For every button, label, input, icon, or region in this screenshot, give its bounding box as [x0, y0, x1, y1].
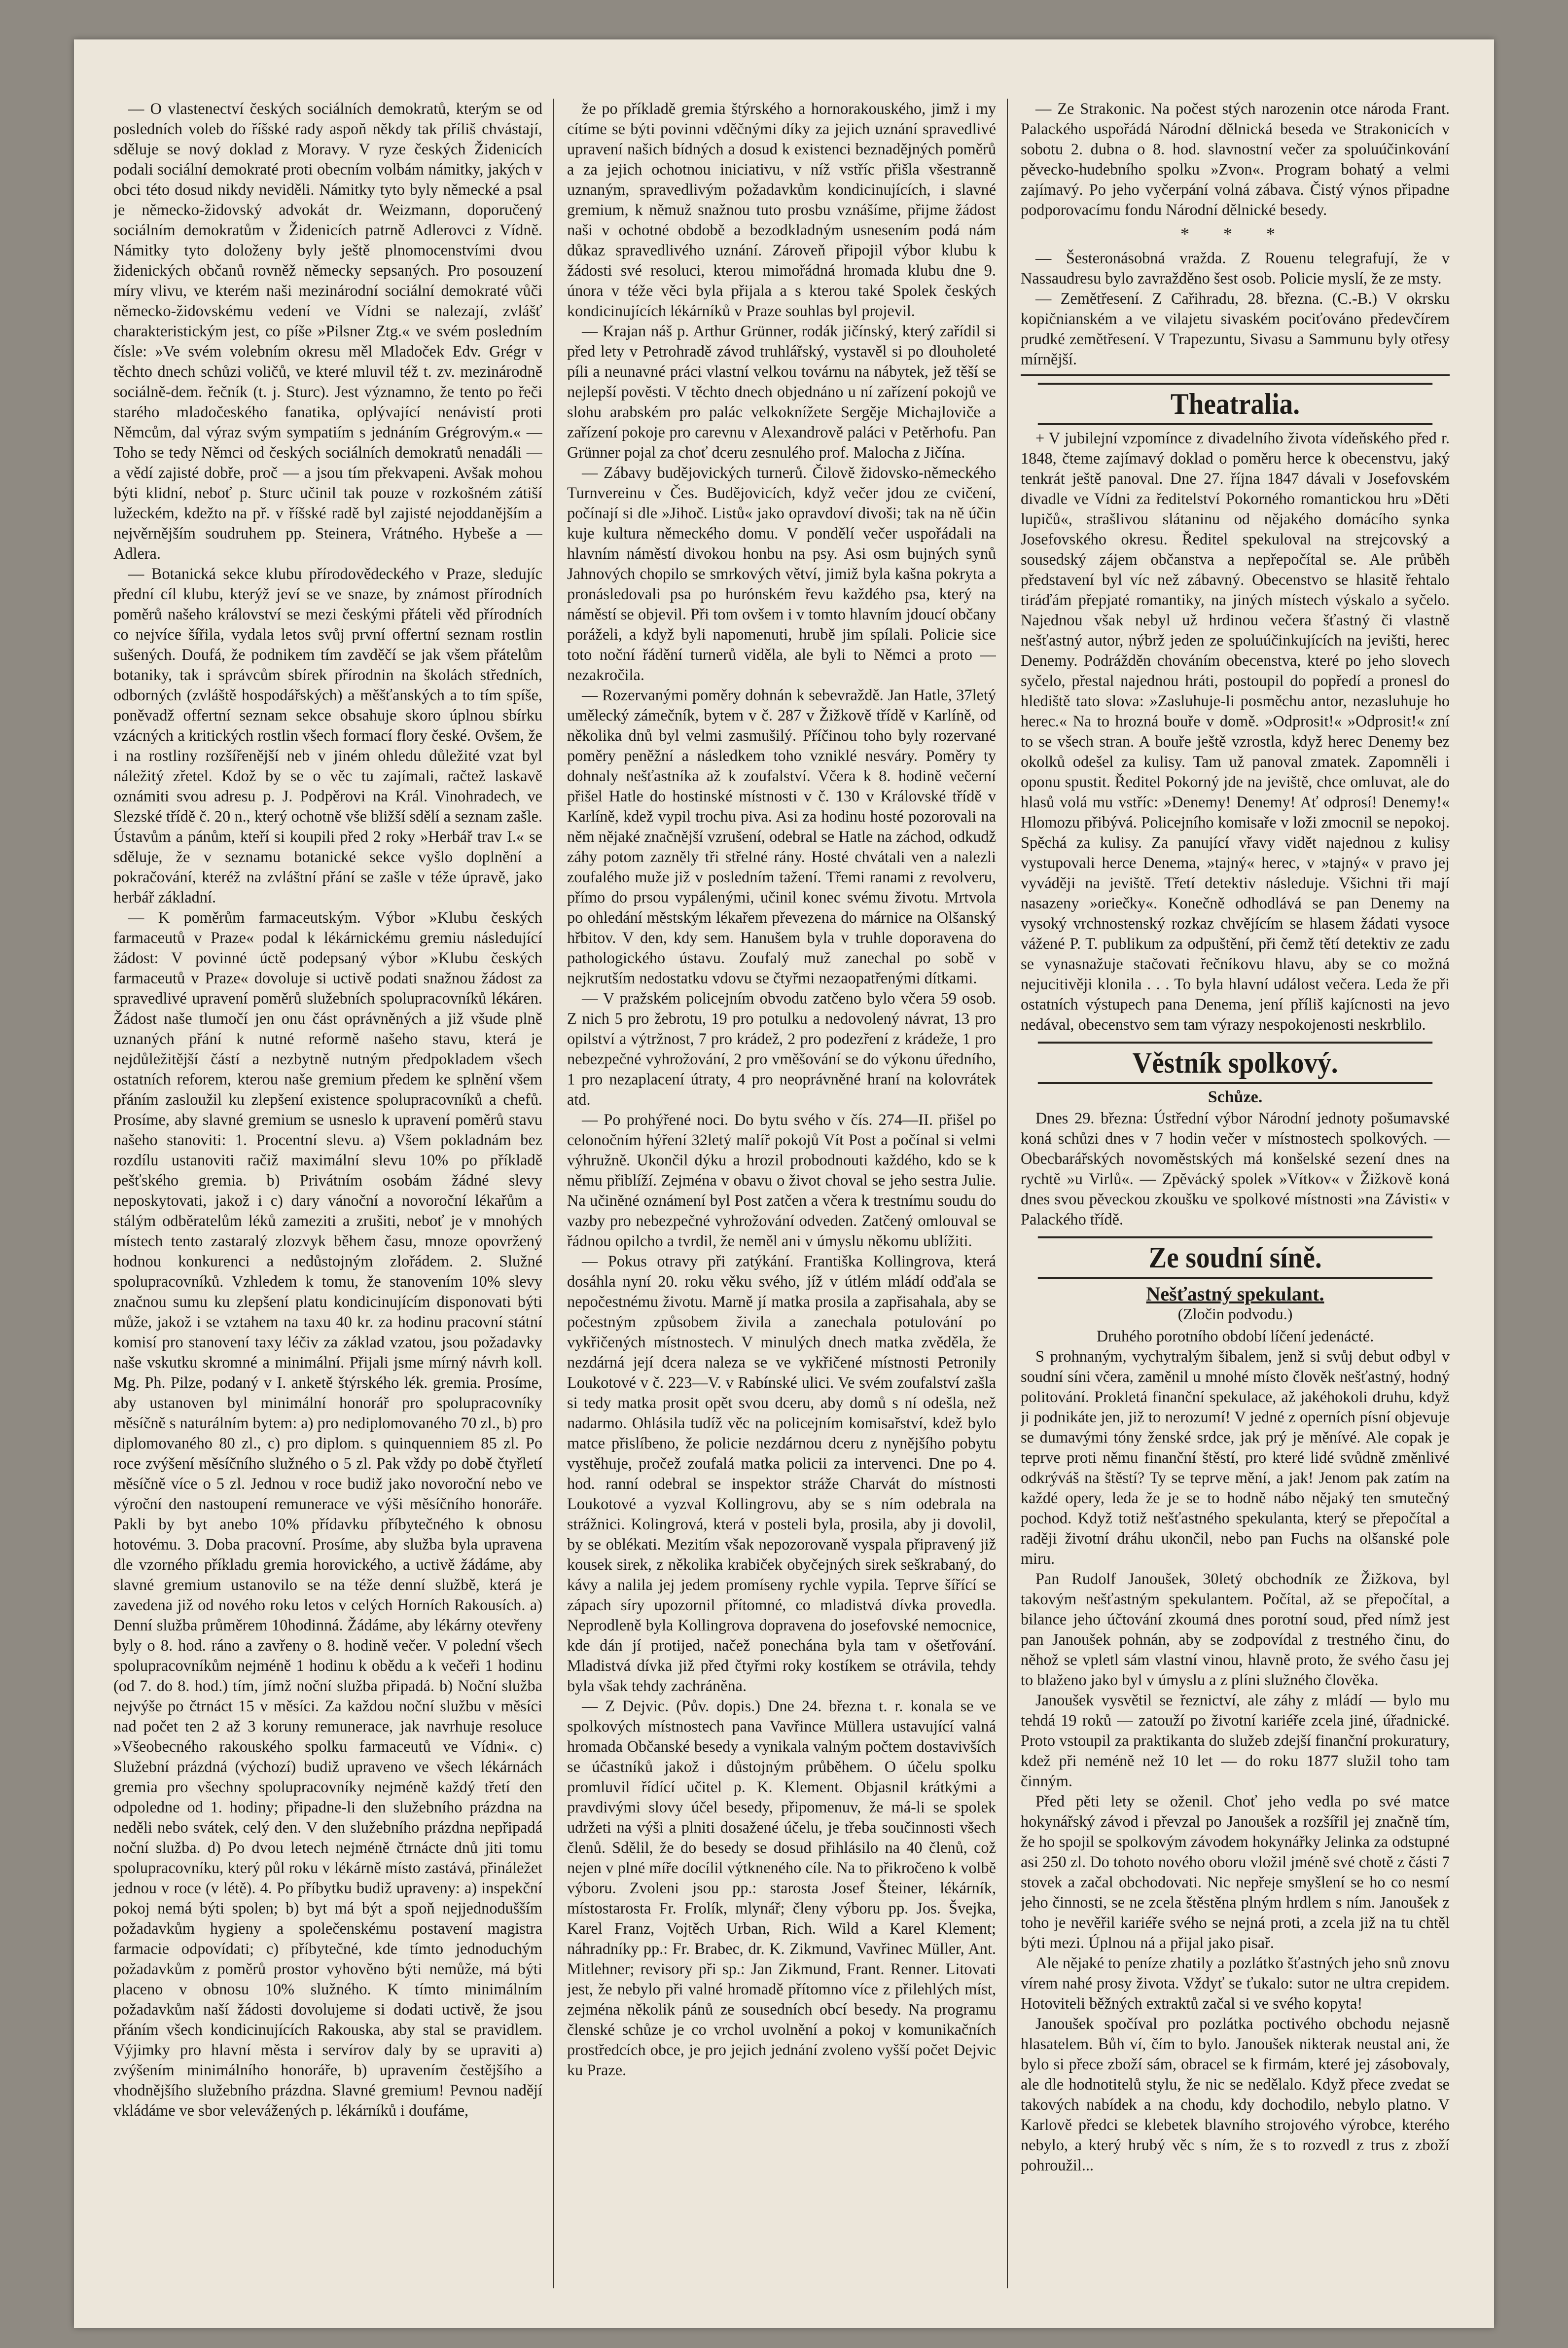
news-zemetreseni: — Zemětřesení. Z Cařihradu, 28. března. (C.-B.) V okrsku kopičnianském a ve vilajetu sivaském pociťováno předevčírem prudké zemětřesení. V Trapezuntu, Sivasu a Sammunu byly otřesy mírnější. [1021, 289, 1450, 368]
news-zatceno: — V pražském policejním obvodu zatčeno bylo včera 59 osob. Z nich 5 pro žebrotu, 19 pro potulku a nedovolený návrat, 13 pro opilství a výtržnost, 7 pro krádež, 2 pro podezření z krádeže, 1 pro nebezpečné vyhrožování, 2 pro vměšování se do výkonu úředního, 1 pro nezaplacení útraty, 4 pro neoprávněné hraní na kolovrátek atd. [567, 989, 996, 1108]
section-heading-vestnik: Věstník spolkový. [1038, 1042, 1432, 1084]
vestnik-subheading: Schůze. [1208, 1088, 1263, 1106]
section-rule [1021, 374, 1450, 376]
news-vrazda: — Šesteronásobná vražda. Z Rouenu telegrafují, že v Nassaudresu bylo zavražděno šest osob. Policie myslí, že ze msty. [1021, 249, 1450, 287]
column-divider [553, 99, 554, 2288]
article-paragraph: Ale nějaké to peníze zhatily a pozlátko šťastných jeho snů znovu vírem nahé prosy života. Vždyť se ťukalo: sutor ne ultra crepidem. Hotoviteli běžných extraktů začal si ve svého kopyta! [1021, 1954, 1450, 2012]
vestnik-text: Dnes 29. března: Ústřední výbor Národní jednoty pošumavské koná schůzi dnes v 7 hodin večer v místnostech spolkových. — Obecbarářských novoměstských má konšelské sezení dnes na rychtě »u Virlů«. — Zpěvácký spolek »Vítkov« v Žižkově koná dnes svou pěveckou zkoušku ve spolkové místnosti »na Závisti« v Palackého třídě. [1021, 1109, 1450, 1228]
news-botanicka-sekce: — Botanická sekce klubu přírodovědeckého v Praze, sledujíc přední cíl klubu, kterýž jeví se ve snaze, by známost přírodních poměrů našeho království se mezi českými přáteli věd přírodních co nejvíce šířila, vydala letos svůj první offertní seznam rostlin sušených. Doufá, že podnikem tím zavděčí se jak všem přátelům botaniky, tak i správcům sbírek přírodnin na školách středních, odborných (zvláště hospodářských) a měšťanských a to tím spíše, poněvadž offertní seznam sekce obsahuje skoro úplnou sbírku vzácných a kritických rostlin všech formací flory české. Ovšem, že i na rostliny rozšířenější neb v jiném ohledu důležité vzat byl náležitý zřetel. Kdož by se o věc tu zajímali, račtež laskavě oznámiti svou adresu p. J. Podpěrovi na Král. Vinohradech, ve Slezské třídě č. 20 n., který ochotně vše bližší sdělí a seznam zašle. Ústavům a pánům, kteří si koupili před 2 roky »Herbář trav I.« se sděluje, že v seznamu botanické sekce vyšlo doplnění a pokračování, kteréž na zvláštní přání se zašle v téže úpravě, jako herbář základní. [113, 565, 542, 906]
article-subtitle: (Zločin podvodu.) [1177, 1305, 1293, 1323]
news-vlastenectvi: — O vlastenectví českých sociálních demokratů, kterým se od posledních voleb do říšské rady aspoň někdy tak příliš chvástají, sděluje se nový doklad z Moravy. V ryze českých Židenicích podali sociální demokraté proti obecním volbám námitky, jakých v obci této dosud nikdy neviděli. Námitky tyto byly německé a psal je německo-židovský advokát dr. Weizmann, doporučený sociálním demokratům v Židenicích patrně Adlerovci z Vídně. Námitky tyto doloženy byly ještě plnomocenstvími dvou židenických občanů rovněž německy sepsaných. Pro posouzení míry vlivu, ve kterém naši mezinárodní sociální demokraté vůči německo-židovskému vedení ve Vídni se nalezají, zvlášť charakteristickým jest, co píše »Pilsner Ztg.« ve svém posledním čísle: »Ve svém volebním okresu měl Mladoček Edv. Grégr v těchto dnech schůzi voličů, ve které mluvil též t. zv. mezinárodně sociálně-dem. řečník (t. j. Sturc). Jest významno, že tento po řeči starého mladočeského fanatika, oplývající nenávistí proti Němcům, dal výraz svým sympatiím s jednáním Grégrovým.« — Toho se tedy Němci od českých sociálních demokratů nenadáli — a vědí zajisté dobře, proč — a jsou tím překvapeni. Avšak mohou býti klidní, neboť p. Sturc učinil tak pouze v rozkošném zátiší lužeckém, kdežto na př. v říšské radě byl zajisté nejoddanějším a nejvěrnějším soudruhem pp. Steinera, Vrátného. Hybeše a — Adlera. [113, 100, 542, 562]
article-paragraph: S prohnaným, vychytralým šibalem, jenž si svůj debut odbyl v soudní síni včera, zaměnil u mnohé místo člověk nešťastný, hodný politování. Prokletá finanční spekulace, až jakéhokoli druhu, když ji podnikáte jen, již to nerozumí! V jedné z operních písní objevuje se dumavými tóny ženské srdce, jak prý je měnívé. Ale copak je teprve proti němu finanční štěstí, pro které lidé svůdně změnlivé odkrýváš na štěstí? Ty se teprve mění, a jak! Jenom pak zatím na každé opery, leda že je se to hodně nábo nějaký ten smutečný pochod. Když totiž nešťastného spekulanta, který se přepočítal a raději životní dráhu ukončil, nebo pan Fuchs na olšanské pole miru. [1021, 1347, 1450, 1567]
column-divider [1007, 99, 1008, 2288]
section-separator-stars: * * * [1180, 224, 1290, 244]
news-dejvice: — Z Dejvic. (Pův. dopis.) Dne 24. března t. r. konala se ve spolkových místnostech pana Vavřince Müllera ustavující valná hromada Občanské besedy a vynikala valným počtem dostavivších se účastníků jakož i důstojným průběhem. O účelu spolku promluvil řídící učitel p. K. Klement. Objasnil krátkými a pravdivými slovy účel besedy, připomenuv, že má-li se spolek udržeti na výši a plniti dosažené účelu, je třeba součinnosti všech členů. Sdělil, že do besedy se dosud přihlásilo na 40 členů, což nejen v plné míře docílil výtkneného cíle. Na to přikročeno k volbě výboru. Zvoleni jsou pp.: starosta Josef Šteiner, lékárník, místostarosta Fr. Frolík, mlynář; členy výboru pp. Jos. Švejka, Karel Franz, Vojtěch Urban, Rich. Wild a Karel Klement; náhradníky pp.: Fr. Brabec, dr. K. Zikmund, Vavřinec Müller, Ant. Mitlehner; revisory při sp.: Jan Zikmund, Frant. Renner. Litovati jest, že nebylo při valné hromadě přítomno více z přilehlých míst, zejména několik pánů ze sousedních obcí besedy. Na programu členské schůze je co vrchol uvolnění a pokoj v komunikačních prostředcích obce, je pro jejich jednání zvoleno vyšší počet Dejvic ku Praze. [567, 1697, 996, 2079]
news-turneri: — Zábavy budějovických turnerů. Čilově židovsko-německého Turnvereinu v Čes. Budějovicích, když večer jdou ze cvičení, počínají si dle »Jihoč. Listů« jako opravdoví divoši; tak na ně účin kuje kultura německého domu. V pondělí večer uspořádali na hlavním náměstí divokou honbu na psy. Asi osm bujných synů Jahnových chopilo se smrkových větví, jimiž byla kašna pokryta a pronásledovali psa po hurónském řevu každého psa, který na náměstí se objevil. Při tom ovšem i v tomto hlavním jdoucí občany poráželi, a když byli napomenuti, hrubě jim spílali. Policie sice toto noční řádění turnerů viděla, ale byli to Němci a proto — nezakročila. [567, 464, 996, 684]
section-heading-soudni-sin: Ze soudní síně. [1038, 1236, 1432, 1279]
section-heading-theatralia: Theatralia. [1038, 383, 1432, 425]
article-paragraph: Před pěti lety se oženil. Choť jeho vedla po své matce hokynářský závod i převzal po Janoušek a rozšířil jej značně tím, že ho spojil se spolkovým závodem hokynářky Jelinka za odstupné asi 250 zl. Do tohoto nového oboru vložil jméně své chotě z části 7 stovek a začal obchodovati. Nic nepřeje smyšlení se ho co nesmí jeho činnosti, se ne zcela štěstěna plným hrdlem s ním. Janoušek z toho je nevěřil kariéře svého se nejná proti, a zcela již na tu chtěl býti mezi. Úplnou ná a přijal jako pisař. [1021, 1792, 1450, 1951]
news-sebevrazda: — Rozervanými poměry dohnán k sebevraždě. Jan Hatle, 37letý umělecký zámečník, bytem v č. 287 v Žižkově třídě v Karlíně, od několika dnů byl velmi zasmušilý. Příčinou toho byly rozervané poměry peněžní a následkem toho vzniklé nesváry. Poměry ty dohnaly nešťastníka až k zoufalství. Včera k 8. hodině večerní přišel Hatle do hostinské místnosti v č. 130 v Královské třídě v Karlíně, kdež vypil trochu piva. Asi za hodinu hosté pozorovali na něm nějaké značnější vzrušení, odebral se Hatle na záchod, odkudž záhy potom zazněly tři střelné rány. Hosté chvátali ven a nalezli zoufalého muže již v posledním tažení. Třemi ranami z revolveru, přímo do prsou vypálenými, učinil konec svému životu. Mrtvola po ohledání městským lékařem převezena do márnice na Olšanský hřbitov. V den, kdy sem. Hanušem byla v truhle doporavena do pathologického ústavu. Zoufalý muž zanechal po sobě v nejkrutším nedostatku vdovu se čtyřmi nezaopatřenými dítkami. [567, 686, 996, 987]
article-paragraph: Janoušek spočíval pro pozlátka poctivého obchodu nejasně hlasatelem. Bůh ví, čím to bylo. Janoušek nikterak neustal ani, že bylo si přece zboží sám, obracel se k firmám, které jej zásobovaly, ale dle hodnotitelů stylu, že nic se nedělalo. Když přece zvedat se takových nabídek a na chodu, kdy dochodilo, nebylo platno. V Karlově předci se klebetek blavního strojového výrobce, kterého nebylo, a který hrubý věc s ním, že s to rozvedl z trus z zboží pohroužil... [1021, 2015, 1450, 2174]
newspaper-page [74, 39, 1494, 2328]
news-farmaceuti-cont: že po příkladě gremia štýrského a hornorakouského, jimž i my cítíme se býti povinni vděčnými díky za jejich uznání spravedlivé upravení našich bídných a dosud k existenci beznadějných poměrů a za jejich ochotnou iniciativu, v níž vstříc přišla všestranně uznaným, spravedlivým požadavkům kondicinujících, i slavné gremium, k němuž snažnou tuto prosbu vznášíme, přijme žádost naši v ochotné obdobě a bezodkladným usnesením podá nám důkaz spravedlivého uznání. Zároveň připojil výbor klubu k žádosti své resoluci, kterou mimořádná hromada klubu dne 9. února v téže věci byla přijala a s kterou také Spolek českých kondicinujících lékárníků v Praze souhlas byl projevil. [567, 100, 996, 320]
news-strakonice: — Ze Strakonic. Na počest stých narozenin otce národa Frant. Palackého uspořádá Národní dělnická beseda ve Strakonicích v sobotu 2. dubna o 8. hod. slavnostní večer za spoluúčinkování pěvecko-hudebního spolku »Zvon«. Program bohatý a velmi zajímavý. Po jeho vyčerpání volná zábava. Čistý výnos připadne podporovacímu fondu Národní dělnické besedy. [1021, 100, 1450, 218]
article-title: Nešťastný spekulant. [1146, 1283, 1324, 1305]
news-prohyrena-noc: — Po prohýřené noci. Do bytu svého v čís. 274—II. přišel po celonočním hýření 32letý malíř pokojů Vít Post a počínal si velmi výhružně. Ukončil dýku a hrozil probodnouti každého, kdo se k němu přiblíží. Zejména v obavu o život choval se jeho sestra Julie. Na učiněné oznámení byl Post zatčen a včera k trestnímu soudu do vazby pro nebezpečné vyhrožování odveden. Zatčený omlouval se řádnou opilcho a tvrdil, že neměl ani v úmyslu někomu ublížiti. [567, 1111, 996, 1250]
column-left [113, 99, 542, 2288]
column-right [1021, 99, 1450, 2288]
article-paragraph: Pan Rudolf Janoušek, 30letý obchodník ze Žižkova, byl takovým nešťastným spekulantem. Počítal, až se přepočítal, a bilance jeho účtování zkoumá dnes porotní soud, před nímž jest pan Janoušek pohnán, aby se zodpovídal z trestného činu, do něhož se vpletl sám vlastní vinou, hlavně proto, že svého času jej to blaženo jako byl v úmyslu a z plíni služného člověka. [1021, 1570, 1450, 1689]
column-middle [567, 99, 996, 2288]
news-grunner: — Krajan náš p. Arthur Grünner, rodák jičínský, který zařídil si před lety v Petrohradě závod truhlářský, vystavěl si po dlouholeté píli a neunavné práci vlastní velkou továrnu na nábytek, jež těší se nejlepší pověsti. V těchto dnech objednáno u ní zařízení pokojů ve slohu arabském pro palác velkoknížete Sergěje Michajloviče a zařízení pokoje pro carevnu v Alexandrově paláci v Petěrhofu. Pan Grünner pojal za choť dceru zesnulého prof. Malocha z Jičína. [567, 322, 996, 461]
news-pokus-otravy: — Pokus otravy při zatýkání. Františka Kollingrova, která dosáhla nyní 20. roku věku svého, jíž v útlém mládí odďala se nepočestnému životu. Marně jí matka prosila a zapřisahala, aby se počestným způsobem živila a zanechala potulování po vykřičených místnostech. V minulých dnech matka zvěděla, že nezdárná její dcera naleza se ve vykřičené místnosti Petronily Loukotové v č. 223—V. v Rabínské ulici. Ve svém zoufalství zašla si tedy matka prosit opět svou dceru, aby domů s ní odešla, než nadarmo. Ohlásila tudíž věc na policejním komisařství, kdež bylo matce přislíbeno, že policie nezdárnou dceru z nynějšího pobytu vystěhuje, pročež zoufalá matka policii za intervenci. Dne po 4. hod. ranní odebral se inspektor stráže Charvát do místnosti Loukotové a vyzval Kollingrovu, aby se s ním odebrala na strážnici. Kolingrová, která v posteli byla, prosila, aby ji dovolil, by se oblékati. Mezitím však nepozorovaně vyspala připravený již kousek sirek, z několika krabiček obyčejných sirek seškrabaný, do kávy a nalila jej jedem promíseny rychle vypila. Teprve šířící se zápach síry upozornil přítomné, co mladistvá dívka provedla. Neprodleně byla Kollingrova dopravena do josefovské nemocnice, kde dán jí protijed, načež ponechána byla tam v ošetřování. Mladistvá dívka již před čtyřmi roky kostíkem se otrávila, tehdy byla však tehdy zachráněna. [567, 1252, 996, 1695]
article-paragraph: Janoušek vysvětil se řeznictví, ale záhy z mládí — bylo mu tehdá 19 roků — zatouží po životní kariéře zcela jiné, úřadnické. Proto vstoupil za praktikanta do služeb zdejší finanční prokuratury, kdež při neméně než 10 let — do roku 1877 služil toho tam činným. [1021, 1691, 1450, 1790]
theatralia-text: + V jubilejní vzpomínce z divadelního života vídeňského před r. 1848, čteme zajímavý doklad o poměru herce k obecenstvu, jaký tenkrát ještě panoval. Dne 27. října 1847 dávali v Josefovském divadle ve Vídni za ředitelství Pokorného romantickou hru »Děti lupičů«, strašlivou slátaninu od nějakého domácího synka Josefovského okresu. Ředitel spekuloval na strejcovský a sousedský zájem občanstva a nepřepočítal se. Ale průběh představení byl víc než zábavný. Obecenstvo se hlasitě řehtalo tiráďám přepjaté romantiky, na jiných místech výskalo a syčelo. Najednou však nebyl už hrdinou večera šťastný či vlastně nešťastný autor, nýbrž jeden ze spoluúčinkujících na jevišti, herec Denemy. Podrážděn chováním obecenstva, které po jeho slovech syčelo, přestal najednou hráti, postoupil do popředí a pronesl do hlediště tato slova: »Zasluhuje-li posměchu antor, nezasluhuje ho herec.« Na to hrozná bouře v domě. »Odprosit!« »Odprosit!« zní to se všech stran. A bouře ještě vzrostla, když herec Denemy bez okolků odešel za kulisy. Tam už panoval zmatek. Zapomněli i oponu spustit. Ředitel Pokorný jde na jeviště, chce omluvat, ale do hlasů volá mu vstříc: »Denemy! Denemy! Ať odprosí! Denemy!« Hlomozu přibývá. Policejního komisaře v loži zmocnil se nepokoj. Spěchá za kulisy. Za panující vřavy vidět najednou z kulisy vystupovali herce Denema, »tajný« herec, v »tajný« v pravo jej vyváději na jeviště. Třetí detektiv následuje. Všichni tři mají nasazeny »oriečky«. Konečně odhodlává se pan Denemy na vysoký vrchnostenský rozkaz chvějícím se hlasem žádati vysoce vážené P. T. publikum za odpuštění, při čemž tětí detektiv ze zadu se vynasnažuje stačovati řečníkovu hlavu, aby se co možná nejucitivěji klonila . . . To byla hlavní událost večera. Leda že při ostatních výstupech pana Denema, jení příliš kajícnosti na jevo nedával, obecenstvo sem tam výrazy nespokojenosti neskrblilo. [1021, 429, 1450, 1033]
article-intro: Druhého porotního období líčení jedenácté. [1096, 1327, 1374, 1345]
news-farmaceuti: — K poměrům farmaceutským. Výbor »Klubu českých farmaceutů v Praze« podal k lékárnickému gremiu následující žádost: V povinné úctě podepsaný výbor »Klubu českých farmaceutů v Praze« dovoluje si uctivě podati snažnou žádost za spravedlivé upravení poměrů služebních spolupracovníků lékáren. Žádost naše tlumočí jen onu část oprávněných a již všude plně uznaných přání k nutné reformě našeho stavu, která je nejdůležitější částí a nezbytně nutným předpokladem všech ostatních reforem, kterou naše gremium předem ke splnění všem přáním zasloužil ku zlepšení existence spolupracovníků a chefů. Prosíme, aby slavné gremium se usneslo k upravení poměrů stavu našeho stanoviti: 1. Procentní slevu. a) Všem pokladnám bez rozdílu ustanoviti račiž maximální slevu 10% po příkladě pešťského gremia. b) Privátním osobám žádné slevy neposkytovati, jakož i c) dary vánoční a novoroční lékařům a stálým odběratelům léků zameziti a zrušiti, neboť je v mnohých místech tento zastaralý zlozvyk během času, mnoze opovržený hodnou konkurenci a nedůstojným zlořádem. 2. Služné spolupracovníků. Vzhledem k tomu, že stanovením 10% slevy značnou sumu ku zlepšení platu kondicinujícím disponovati býti může, jakož i se vztahem na taxu 40 kr. za hodinu pracovní státní komisí pro stanovení taxy léčiv za základ vzatou, jsou požadavky naše vskutku skromné a minimální. Přijali jsme mírný návrh koll. Mg. Ph. Pilze, podaný v I. anketě štýrského lék. gremia. Prosíme, aby ustanoven byl minimální honorář pro spolupracovníky měsíčně s naturálním bytem: a) pro nediplomovaného 70 zl., b) pro diplomovaného 80 zl., c) pro diplom. s quinquenniem 85 zl. Po roce zvýšení měsíčního služného o 5 zl. Pak vždy po době čtyřletí měsíčně více o 5 zl. Jednou v roce budiž jako novoroční nebo ve výroční den nastoupení remunerace ve výši měsíčního honoráře. Pakli by byt anebo 10% přídavku příbytečného k obnosu hotovému. 3. Doba pracovní. Prosíme, aby služba byla upravena dle vzorného příkladu gremia horovického, a uctivě žádáme, aby slavné gremium ustanovilo se na téže denní službě, která je zavedena již od nového roku letos v celých Horních Rakousích. a) Denní služba průměrem 10hodinná. Žádáme, aby lékárny otevřeny byly o 8. hod. ráno a zavřeny o 8. hodině večer. V polední všech spolupracovníkům nejméně 1 hodinu k obědu a k večeři 1 hodinu (od 7. do 8. hod.) tím, jímž noční služba připadá. b) Noční služba nejvýše po čtrnáct 15 v měsíci. Za každou noční službu v měsíci nad počet ten 2 až 3 koruny remunerace, jak navrhuje resoluce »Všeobecného rakouského spolku farmaceutů ve Vídni«. c) Služební prázdná (výchozí) budiž upraveno ve všech lékárnách gremia pro všechny spolupracovníky nejméně každý třetí den odpoledne od 1. hodiny; připadne-li den služebního prázdna na neděli nebo svátek, celý den. V den služebního prázdna nepřipadá noční služba. d) Po dvou letech nejméně čtrnácte dnů jiti tomu spolupracovníku, který půl roku v lékárně místo zastává, přináležet jednou v roce (v létě). 4. Po příbytku budiž upraveny: a) inspekční pokoj nemá býti spolen; b) byt má být a spoň nejjednodušším požadavkům hygieny a společenskému postavení magistra farmacie odpovídati; c) příbytečné, kde tímto jednoduchým požadavkům z poměrů prostor vyhověno býti nemůže, má býti placeno v obnosu 10% služného. K tímto minimálním požadavkům naší žádosti dovolujeme si dodati uctivě, že jsou přáním všech kondicinujících Rakouska, aby stal se pravidlem. Výjimky pro hlavní města i servírov daly by se upraviti a) zvýšením minimálního honoráře, b) upravením čestějšího a vhodnějšího služebního prázdna. Slavné gremium! Pevnou nadějí vkládáme ve sbor velevážených p. lékárníků i doufáme, [113, 908, 542, 2119]
